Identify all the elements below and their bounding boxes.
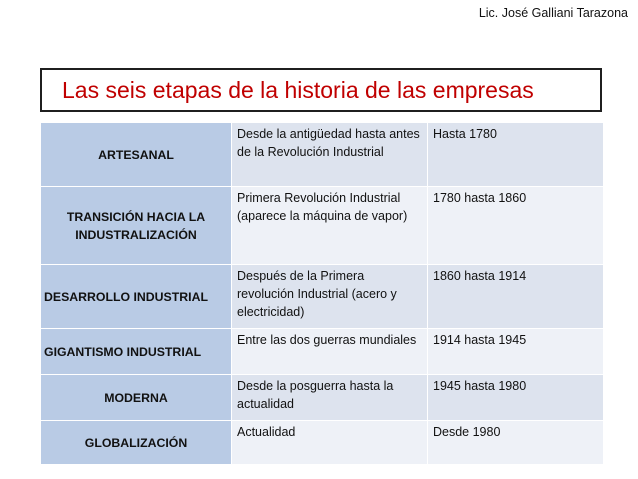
stage-name: ARTESANAL (41, 123, 232, 187)
table-row (41, 187, 604, 265)
stages-table (40, 122, 604, 465)
stage-name: GLOBALIZACIÓN (41, 421, 232, 465)
table-row (41, 421, 604, 465)
stage-description: Primera Revolución Industrial (aparece la máquina de vapor) (232, 187, 428, 265)
stage-period: 1780 hasta 1860 (428, 187, 604, 265)
table-row (41, 375, 604, 421)
stage-name: MODERNA (41, 375, 232, 421)
title-box (40, 68, 602, 112)
stage-description: Actualidad (232, 421, 428, 465)
stage-period: Hasta 1780 (428, 123, 604, 187)
slide-title: Las seis etapas de la historia de las empresas (62, 77, 534, 103)
table-row (41, 329, 604, 375)
stage-period: 1945 hasta 1980 (428, 375, 604, 421)
stage-description: Desde la posguerra hasta la actualidad (232, 375, 428, 421)
table-row (41, 123, 604, 187)
stage-description: Entre las dos guerras mundiales (232, 329, 428, 375)
stage-period: 1914 hasta 1945 (428, 329, 604, 375)
stage-name: GIGANTISMO INDUSTRIAL (41, 329, 232, 375)
stage-period: Desde 1980 (428, 421, 604, 465)
table-row (41, 265, 604, 329)
stage-period: 1860 hasta 1914 (428, 265, 604, 329)
stage-name: DESARROLLO INDUSTRIAL (41, 265, 232, 329)
author-credit: Lic. José Galliani Tarazona (478, 6, 628, 20)
stage-description: Después de la Primera revolución Industrial (acero y electricidad) (232, 265, 428, 329)
stage-description: Desde la antigüedad hasta antes de la Revolución Industrial (232, 123, 428, 187)
stage-name: TRANSICIÓN HACIA LA INDUSTRALIZACIÓN (41, 187, 232, 265)
